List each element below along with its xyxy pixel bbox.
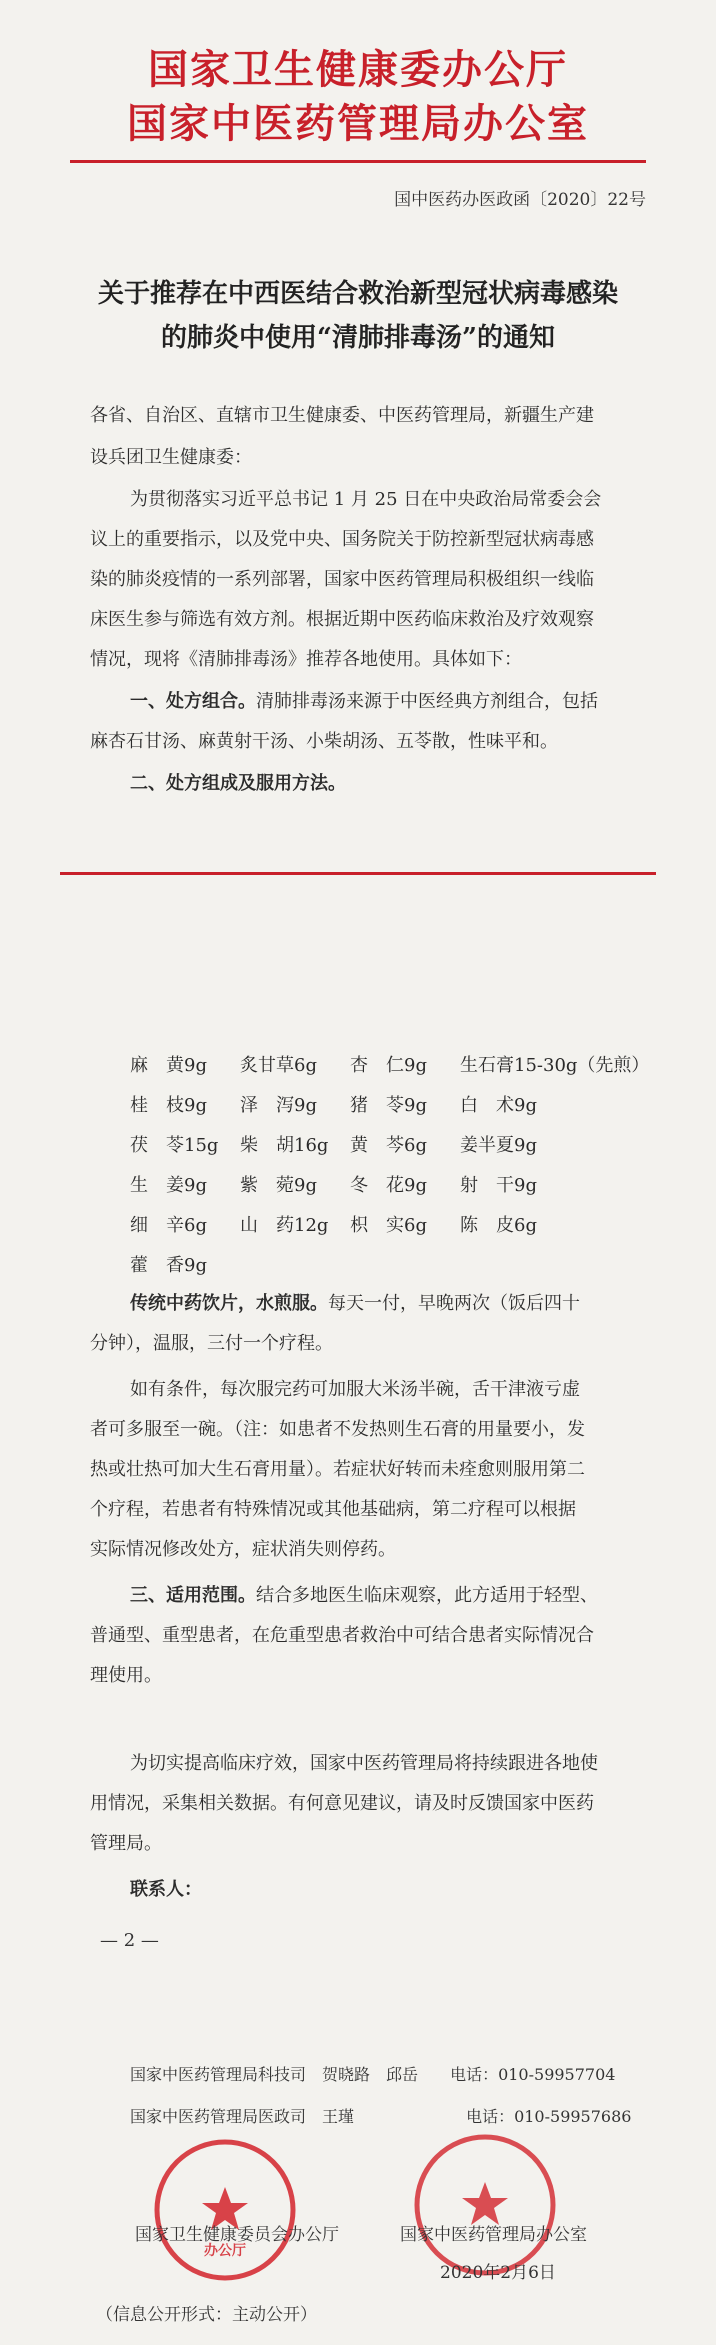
herb-item: 陈 皮6g	[460, 1215, 537, 1236]
scope-line-3: 理使用。	[90, 1665, 162, 1686]
scope-heading: 三、适用范围。	[130, 1585, 256, 1606]
contact-phone: 电话：010-59957686	[466, 2107, 632, 2126]
herb-row	[130, 1126, 649, 1166]
herb-item: 猪 苓9g	[350, 1095, 427, 1116]
section-1-line-1	[130, 684, 598, 720]
page-separator-rule	[60, 872, 656, 875]
herb-item: 黄 芩6g	[350, 1135, 427, 1156]
herb-row	[130, 1046, 649, 1086]
scope-line-1	[130, 1578, 598, 1614]
scope-line-2: 普通型、重型患者，在危重型患者救治中可结合患者实际情况合	[90, 1625, 594, 1646]
section-2-heading: 二、处方组成及服用方法。	[130, 773, 346, 794]
usage-line-1	[130, 1286, 580, 1322]
herb-item: 藿 香9g	[130, 1255, 207, 1276]
usage-heading: 传统中药饮片，水煎服。	[130, 1293, 328, 1314]
closing-line-2: 用情况，采集相关数据。有何意见建议，请及时反馈国家中医药	[90, 1793, 594, 1814]
closing-line-1: 为切实提高临床疗效，国家中医药管理局将持续跟进各地使	[130, 1753, 598, 1774]
notice-title-line-2: 的肺炎中使用“清肺排毒汤”的通知	[161, 323, 555, 353]
herb-row	[130, 1206, 649, 1246]
addressee-line-1: 各省、自治区、直辖市卫生健康委、中医药管理局，新疆生产建	[90, 405, 594, 426]
contact-names: 王瑾	[322, 2107, 355, 2126]
contact-phone: 电话：010-59957704	[450, 2065, 616, 2084]
paragraph-1-line-2: 议上的重要指示，以及党中央、国务院关于防控新型冠状病毒感	[90, 529, 594, 550]
notice-title-line-1: 关于推荐在中西医结合救治新型冠状病毒感染	[97, 279, 618, 309]
header-line-2: 国家中医药管理局办公室	[127, 100, 589, 147]
herb-item: 细 辛6g	[130, 1215, 207, 1236]
usage-line-2: 分钟），温服，三付一个疗程。	[90, 1333, 333, 1354]
contact-row	[130, 2104, 631, 2127]
header-red-rule	[70, 160, 646, 163]
paragraph-1-line-3: 染的肺炎疫情的一系列部署，国家中医药管理局积极组织一线临	[90, 569, 594, 590]
health-commission-seal	[150, 2135, 300, 2285]
herb-item: 山 药12g	[240, 1215, 329, 1236]
svg-text:办公厅: 办公厅	[204, 2243, 246, 2259]
page-number: — 2 —	[100, 1930, 159, 1951]
section-1-text: 清肺排毒汤来源于中医经典方剂组合，包括	[256, 691, 598, 712]
condition-line-4: 个疗程，若患者有特殊情况或其他基础病，第二疗程可以根据	[90, 1499, 576, 1520]
herb-item: 麻 黄9g	[130, 1055, 207, 1076]
herb-item: 白 术9g	[460, 1095, 537, 1116]
condition-line-3: 热或壮热可加大生石膏用量）。若症状好转而未痊愈则服用第二	[90, 1459, 585, 1480]
herb-item: 生石膏15-30g（先煎）	[460, 1055, 650, 1076]
signature-date: 2020年2月6日	[440, 2263, 556, 2283]
section-1-heading: 一、处方组合。	[130, 691, 256, 712]
paragraph-1-line-4: 床医生参与筛选有效方剂。根据近期中医药临床救治及疗效观察	[90, 609, 594, 630]
contact-names: 贺晓路 邱岳	[322, 2065, 419, 2084]
herb-item: 生 姜9g	[130, 1175, 207, 1196]
herb-item: 枳 实6g	[350, 1215, 427, 1236]
contact-row	[130, 2062, 615, 2085]
document-number: 国中医药办医政函〔2020〕22号	[394, 190, 646, 210]
herb-item: 冬 花9g	[350, 1175, 427, 1196]
scope-text: 结合多地医生临床观察，此方适用于轻型、	[256, 1585, 598, 1606]
herb-item: 炙甘草6g	[240, 1055, 317, 1076]
herb-item: 姜半夏9g	[460, 1135, 537, 1156]
header-line-1: 国家卫生健康委办公厅	[148, 46, 568, 93]
herb-item: 泽 泻9g	[240, 1095, 317, 1116]
herb-item: 杏 仁9g	[350, 1055, 427, 1076]
paragraph-1-line-1: 为贯彻落实习近平总书记 1 月 25 日在中央政治局常委会会	[130, 489, 602, 510]
herb-item: 茯 苓15g	[130, 1135, 219, 1156]
contact-org: 国家中医药管理局科技司	[130, 2065, 307, 2084]
closing-line-3: 管理局。	[90, 1833, 162, 1854]
herb-row	[130, 1166, 649, 1206]
condition-line-1: 如有条件，每次服完药可加服大米汤半碗，舌干津液亏虚	[130, 1379, 580, 1400]
contact-org: 国家中医药管理局医政司	[130, 2107, 307, 2126]
paragraph-1-line-5: 情况，现将《清肺排毒汤》推荐各地使用。具体如下：	[90, 649, 522, 670]
condition-line-2: 者可多服至一碗。（注：如患者不发热则生石膏的用量要小，发	[90, 1419, 585, 1440]
herb-item: 射 干9g	[460, 1175, 537, 1196]
condition-line-5: 实际情况修改处方，症状消失则停药。	[90, 1539, 396, 1560]
herb-item: 柴 胡16g	[240, 1135, 329, 1156]
herb-row	[130, 1246, 649, 1286]
herb-row	[130, 1086, 649, 1126]
signature-left-org: 国家卫生健康委员会办公厅	[135, 2225, 339, 2245]
herb-item: 紫 菀9g	[240, 1175, 317, 1196]
contact-label: 联系人：	[130, 1879, 202, 1900]
section-1-line-2: 麻杏石甘汤、麻黄射干汤、小柴胡汤、五苓散，性味平和。	[90, 731, 558, 752]
addressee-line-2: 设兵团卫生健康委：	[90, 447, 252, 468]
disclosure-note: （信息公开形式：主动公开）	[96, 2305, 317, 2325]
herb-list	[130, 1046, 649, 1286]
herb-item: 桂 枝9g	[130, 1095, 207, 1116]
usage-text: 每天一付，早晚两次（饭后四十	[328, 1293, 580, 1314]
signature-right-org: 国家中医药管理局办公室	[400, 2225, 587, 2245]
